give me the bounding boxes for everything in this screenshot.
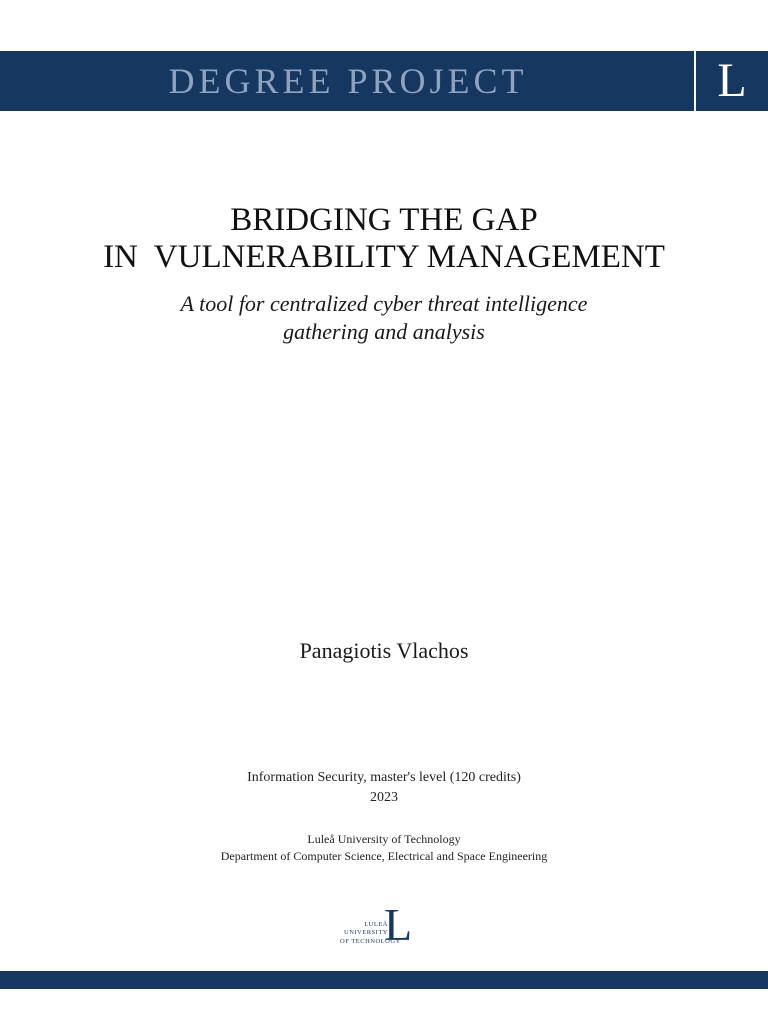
thesis-title-line-1: BRIDGING THE GAP — [230, 202, 538, 238]
university-footer-logo — [326, 899, 426, 954]
year: 2023 — [370, 790, 398, 805]
degree-project-heading — [0, 51, 768, 111]
university-logo-l: L — [717, 54, 747, 107]
program-info — [0, 768, 768, 808]
logo-text-university: UNIVERSITY — [344, 929, 388, 936]
university-info — [0, 831, 768, 865]
thesis-title — [0, 202, 768, 276]
university-name: Luleå University of Technology — [307, 832, 461, 846]
thesis-title-line-2: IN VULNERABILITY MANAGEMENT — [103, 239, 665, 275]
logo-text-lulea: LULEÅ — [364, 921, 388, 928]
logo-letter-l: L — [384, 899, 413, 950]
thesis-subtitle-line-1: A tool for centralized cyber threat intelligence — [180, 291, 588, 316]
header-title-text: DEGREE PROJECT — [168, 61, 528, 101]
department-name: Department of Computer Science, Electrical and Space Engineering — [220, 849, 548, 863]
thesis-subtitle-line-2: gathering and analysis — [283, 319, 485, 344]
header-band — [0, 51, 768, 111]
footer-band — [0, 971, 768, 989]
logo-text-of-technology: OF TECHNOLOGY — [340, 938, 401, 945]
author-name: Panagiotis Vlachos — [299, 638, 469, 663]
program-level: Information Security, master's level (120 credits) — [247, 770, 521, 785]
thesis-subtitle — [0, 290, 768, 346]
